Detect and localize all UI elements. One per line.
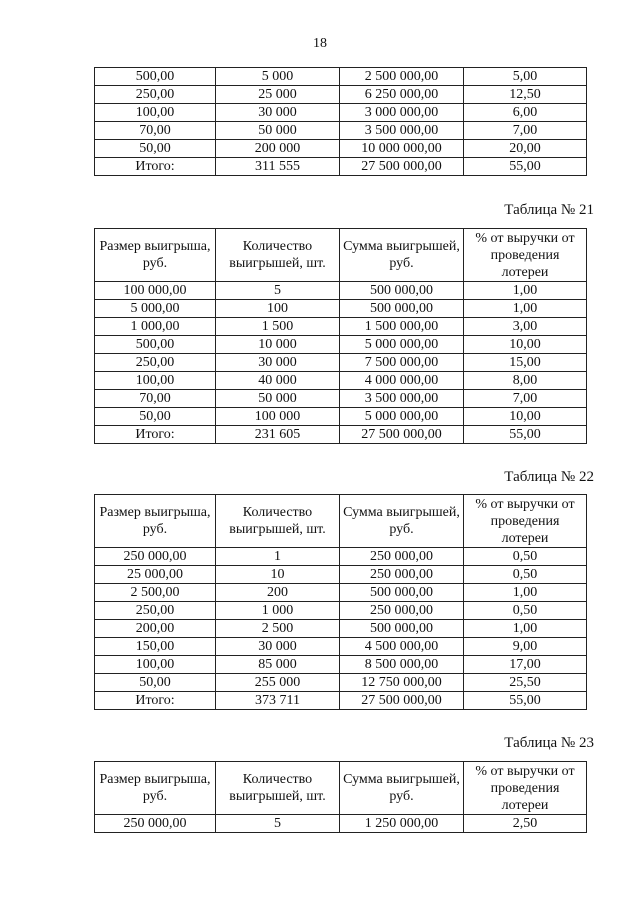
cell-prize-count: 30 000 [216, 104, 340, 122]
table-row [95, 566, 587, 584]
cell-prize-count: 40 000 [216, 372, 340, 390]
cell-prize-count: 1 [216, 548, 340, 566]
table-row [95, 372, 587, 390]
header-revenue-percent: % от выручки от проведения лотереи [464, 762, 587, 815]
table-row [95, 354, 587, 372]
cell-revenue-percent: 2,50 [464, 815, 587, 833]
cell-prize-count: 255 000 [216, 674, 340, 692]
page-number: 18 [313, 36, 327, 51]
cell-prize-sum: 1 500 000,00 [340, 318, 464, 336]
cell-revenue-percent: 1,00 [464, 620, 587, 638]
cell-prize-sum: 250 000,00 [340, 602, 464, 620]
cell-prize-count: 25 000 [216, 86, 340, 104]
cell-revenue-percent: 9,00 [464, 638, 587, 656]
table-row [95, 336, 587, 354]
cell-prize-count: 5 [216, 815, 340, 833]
cell-prize-sum: 27 500 000,00 [340, 158, 464, 176]
table-row [95, 68, 587, 86]
cell-prize-amount: 250 000,00 [95, 815, 216, 833]
cell-revenue-percent: 12,50 [464, 86, 587, 104]
cell-prize-sum: 500 000,00 [340, 620, 464, 638]
cell-prize-sum: 4 000 000,00 [340, 372, 464, 390]
prize-table-22 [94, 494, 587, 710]
cell-revenue-percent: 55,00 [464, 692, 587, 710]
table-row [95, 390, 587, 408]
cell-prize-sum: 12 750 000,00 [340, 674, 464, 692]
cell-prize-amount: 2 500,00 [95, 584, 216, 602]
header-prize-count: Количество выигрышей, шт. [216, 762, 340, 815]
cell-prize-amount: 100,00 [95, 656, 216, 674]
cell-prize-count: 30 000 [216, 354, 340, 372]
table-row [95, 584, 587, 602]
cell-prize-count: 2 500 [216, 620, 340, 638]
cell-prize-amount: 100 000,00 [95, 282, 216, 300]
cell-prize-count: 311 555 [216, 158, 340, 176]
cell-prize-count: 1 500 [216, 318, 340, 336]
cell-revenue-percent: 0,50 [464, 602, 587, 620]
cell-prize-amount: 50,00 [95, 140, 216, 158]
cell-prize-sum: 500 000,00 [340, 282, 464, 300]
cell-prize-count: 100 [216, 300, 340, 318]
table-row [95, 620, 587, 638]
cell-prize-amount: 200,00 [95, 620, 216, 638]
table-row [95, 548, 587, 566]
cell-prize-amount: Итого: [95, 692, 216, 710]
cell-prize-count: 1 000 [216, 602, 340, 620]
cell-prize-sum: 3 500 000,00 [340, 390, 464, 408]
table-row [95, 656, 587, 674]
cell-prize-count: 10 000 [216, 336, 340, 354]
header-prize-amount: Размер выигрыша, руб. [95, 762, 216, 815]
cell-prize-count: 231 605 [216, 426, 340, 444]
table-header-row [95, 495, 587, 548]
table-row [95, 122, 587, 140]
table-row [95, 638, 587, 656]
cell-prize-amount: 500,00 [95, 336, 216, 354]
cell-prize-sum: 1 250 000,00 [340, 815, 464, 833]
cell-prize-sum: 27 500 000,00 [340, 426, 464, 444]
cell-revenue-percent: 8,00 [464, 372, 587, 390]
cell-revenue-percent: 15,00 [464, 354, 587, 372]
table-row [95, 86, 587, 104]
header-prize-amount: Размер выигрыша, руб. [95, 495, 216, 548]
cell-revenue-percent: 3,00 [464, 318, 587, 336]
cell-prize-count: 30 000 [216, 638, 340, 656]
cell-prize-sum: 27 500 000,00 [340, 692, 464, 710]
table-row [95, 300, 587, 318]
cell-prize-count: 100 000 [216, 408, 340, 426]
total-row [95, 426, 587, 444]
prize-table-21 [94, 228, 587, 444]
header-revenue-percent: % от выручки от проведения лотереи [464, 495, 587, 548]
table-row [95, 318, 587, 336]
cell-prize-count: 200 [216, 584, 340, 602]
cell-prize-sum: 250 000,00 [340, 548, 464, 566]
cell-revenue-percent: 17,00 [464, 656, 587, 674]
cell-revenue-percent: 0,50 [464, 566, 587, 584]
cell-prize-count: 50 000 [216, 390, 340, 408]
table-row [95, 815, 587, 833]
header-prize-sum: Сумма выигрышей, руб. [340, 495, 464, 548]
table-header-row [95, 762, 587, 815]
header-prize-amount: Размер выигрыша, руб. [95, 229, 216, 282]
cell-prize-amount: Итого: [95, 158, 216, 176]
prize-table-23 [94, 761, 587, 833]
cell-prize-sum: 10 000 000,00 [340, 140, 464, 158]
cell-prize-amount: Итого: [95, 426, 216, 444]
cell-prize-count: 50 000 [216, 122, 340, 140]
cell-prize-amount: 250 000,00 [95, 548, 216, 566]
prize-table-continued [94, 67, 587, 176]
cell-prize-sum: 250 000,00 [340, 566, 464, 584]
table-row [95, 104, 587, 122]
cell-revenue-percent: 1,00 [464, 300, 587, 318]
cell-prize-amount: 50,00 [95, 674, 216, 692]
cell-prize-amount: 250,00 [95, 86, 216, 104]
cell-prize-amount: 50,00 [95, 408, 216, 426]
cell-revenue-percent: 6,00 [464, 104, 587, 122]
cell-prize-amount: 150,00 [95, 638, 216, 656]
table-header-row [95, 229, 587, 282]
cell-prize-sum: 8 500 000,00 [340, 656, 464, 674]
cell-prize-sum: 2 500 000,00 [340, 68, 464, 86]
cell-prize-amount: 250,00 [95, 602, 216, 620]
cell-revenue-percent: 1,00 [464, 282, 587, 300]
cell-revenue-percent: 10,00 [464, 408, 587, 426]
cell-revenue-percent: 10,00 [464, 336, 587, 354]
cell-prize-amount: 70,00 [95, 122, 216, 140]
table-row [95, 602, 587, 620]
table-23-caption: Таблица № 23 [504, 735, 594, 751]
cell-revenue-percent: 55,00 [464, 158, 587, 176]
cell-prize-sum: 5 000 000,00 [340, 408, 464, 426]
table-row [95, 674, 587, 692]
cell-revenue-percent: 7,00 [464, 390, 587, 408]
table-row [95, 140, 587, 158]
cell-revenue-percent: 5,00 [464, 68, 587, 86]
cell-revenue-percent: 0,50 [464, 548, 587, 566]
table-21-caption: Таблица № 21 [504, 202, 594, 218]
cell-prize-amount: 500,00 [95, 68, 216, 86]
cell-prize-amount: 100,00 [95, 104, 216, 122]
cell-revenue-percent: 25,50 [464, 674, 587, 692]
table-row [95, 282, 587, 300]
cell-revenue-percent: 55,00 [464, 426, 587, 444]
cell-revenue-percent: 1,00 [464, 584, 587, 602]
cell-prize-sum: 500 000,00 [340, 584, 464, 602]
header-prize-count: Количество выигрышей, шт. [216, 229, 340, 282]
header-prize-sum: Сумма выигрышей, руб. [340, 229, 464, 282]
cell-prize-amount: 5 000,00 [95, 300, 216, 318]
cell-prize-amount: 250,00 [95, 354, 216, 372]
cell-prize-sum: 3 500 000,00 [340, 122, 464, 140]
total-row [95, 158, 587, 176]
cell-revenue-percent: 20,00 [464, 140, 587, 158]
header-prize-sum: Сумма выигрышей, руб. [340, 762, 464, 815]
cell-revenue-percent: 7,00 [464, 122, 587, 140]
cell-prize-sum: 5 000 000,00 [340, 336, 464, 354]
cell-prize-amount: 1 000,00 [95, 318, 216, 336]
cell-prize-sum: 4 500 000,00 [340, 638, 464, 656]
cell-prize-count: 85 000 [216, 656, 340, 674]
cell-prize-sum: 6 250 000,00 [340, 86, 464, 104]
cell-prize-count: 373 711 [216, 692, 340, 710]
cell-prize-count: 5 000 [216, 68, 340, 86]
header-prize-count: Количество выигрышей, шт. [216, 495, 340, 548]
header-revenue-percent: % от выручки от проведения лотереи [464, 229, 587, 282]
cell-prize-sum: 7 500 000,00 [340, 354, 464, 372]
total-row [95, 692, 587, 710]
cell-prize-count: 10 [216, 566, 340, 584]
cell-prize-sum: 3 000 000,00 [340, 104, 464, 122]
cell-prize-count: 5 [216, 282, 340, 300]
table-row [95, 408, 587, 426]
cell-prize-count: 200 000 [216, 140, 340, 158]
cell-prize-amount: 100,00 [95, 372, 216, 390]
cell-prize-sum: 500 000,00 [340, 300, 464, 318]
cell-prize-amount: 25 000,00 [95, 566, 216, 584]
table-22-caption: Таблица № 22 [504, 469, 594, 485]
cell-prize-amount: 70,00 [95, 390, 216, 408]
